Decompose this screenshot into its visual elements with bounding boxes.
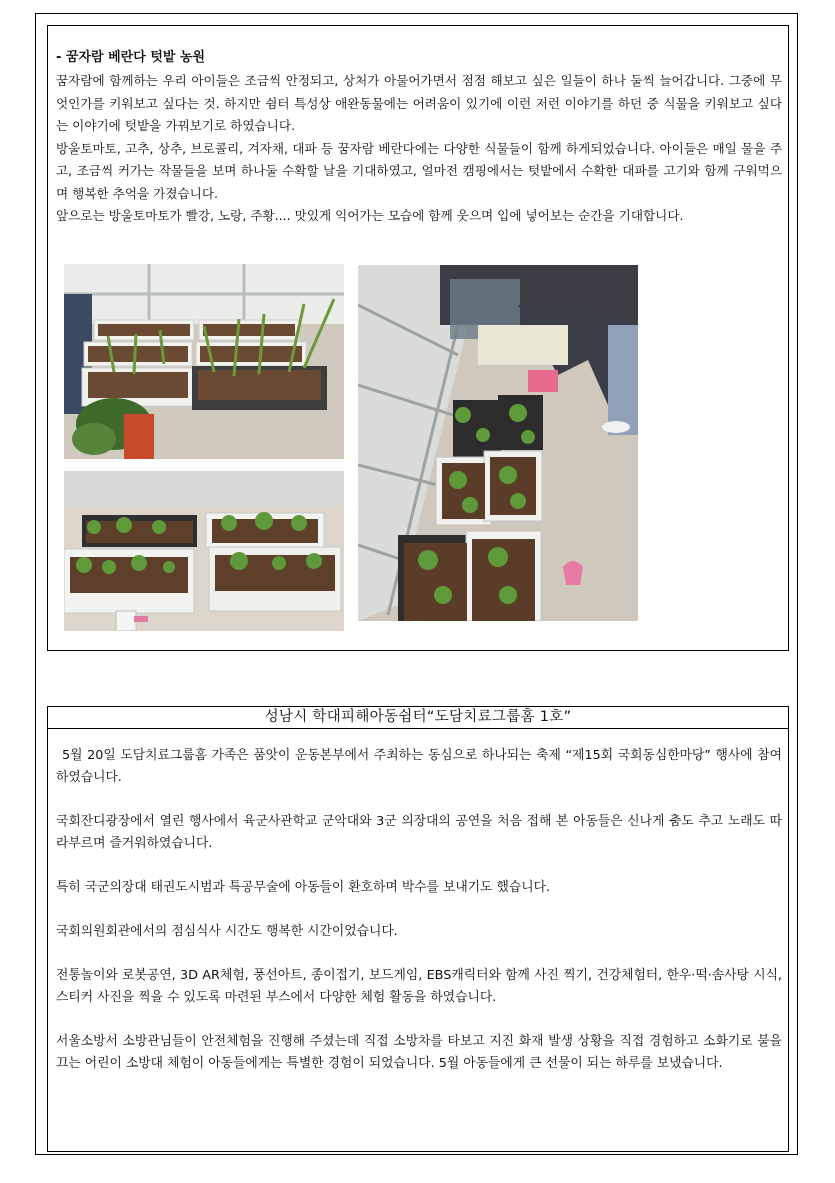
balcony-planters-photo: [64, 264, 344, 459]
festival-paragraph-5: 전통놀이와 로봇공연, 3D AR체험, 풍선아트, 종이접기, 보드게임, EBS캐릭터와 함께 사진 찍기, 건강체험터, 한우·떡·솜사탕 시식, 스티커 사진을 찍을 수 있도록 마련된 부스에서 다양한 체험 활동을 하였습니다.: [56, 968, 782, 1005]
garden-paragraph-1: 꿈자람에 함께하는 우리 아이들은 조금씩 안정되고, 상처가 아물어가면서 점점 해보고 싶은 일들이 하나 둘씩 늘어갑니다. 그중에 무엇인가를 키워보고 싶다는 것. 하지만 쉼터 특성상 애완동물에는 어려움이 있기에 이런 저런 이야기를 하던 중 식물을 키워보고 싶다는 이야기에 텃밭을 가꿔보기로 하였습니다.: [56, 73, 782, 133]
festival-text: [56, 745, 782, 1097]
garden-text: [56, 70, 782, 228]
child-watering-plants-photo: [358, 265, 638, 621]
festival-paragraph-3: 특히 국군의장대 태권도시범과 특공무술에 아동들이 환호하며 박수를 보내기도 했습니다.: [56, 880, 550, 895]
garden-paragraph-3: 앞으로는 방울토마토가 빨강, 노랑, 주황.... 맛있게 익어가는 모습에 함께 웃으며 입에 넣어보는 순간을 기대합니다.: [56, 208, 684, 223]
garden-paragraph-2: 방울토마토, 고추, 상추, 브로콜리, 겨자채, 대파 등 꿈자람 베란다에는 다양한 식물들이 함께 하게되었습니다. 아이들은 매일 물을 주고, 조금씩 커가는 작물들을 보며 하나둘 수확할 날을 기대하였고, 얼마전 캠핑에서는 텃밭에서 수확한 대파를 고기와 함께 구워먹으며 행복한 추억을 가졌습니다.: [56, 140, 782, 201]
seedling-boxes-photo: [64, 471, 344, 631]
festival-paragraph-2: 국회잔디광장에서 열린 행사에서 육군사관학교 군악대와 3군 의장대의 공연을 처음 접해 본 아동들은 신나게 춤도 추고 노래도 따라부르며 즐거워하였습니다.: [56, 814, 782, 851]
festival-paragraph-6: 서울소방서 소방관님들이 안전체험을 진행해 주셨는데 직접 소방차를 타보고 지진 화재 발생 상황을 직접 경험하고 소화기로 불을 끄는 어린이 소방대 체험이 아동들에게는 특별한 경험이 되었습니다. 5월 아동들에게 큰 선물이 되는 하루를 보냈습니다.: [56, 1034, 782, 1071]
festival-title: 성남시 학대피해아동쉼터“도담치료그룹홈 1호”: [48, 707, 788, 729]
festival-paragraph-1: 5월 20일 도담치료그룹홈 가족은 품앗이 운동본부에서 주최하는 동심으로 하나되는 축제 “제15회 국회동심한마당” 행사에 참여하였습니다.: [56, 748, 782, 785]
festival-section: [47, 706, 789, 1152]
garden-heading: - 꿈자람 베란다 텃밭 농원: [56, 50, 206, 65]
festival-paragraph-4: 국회의원회관에서의 점심식사 시간도 행복한 시간이었습니다.: [56, 924, 398, 939]
